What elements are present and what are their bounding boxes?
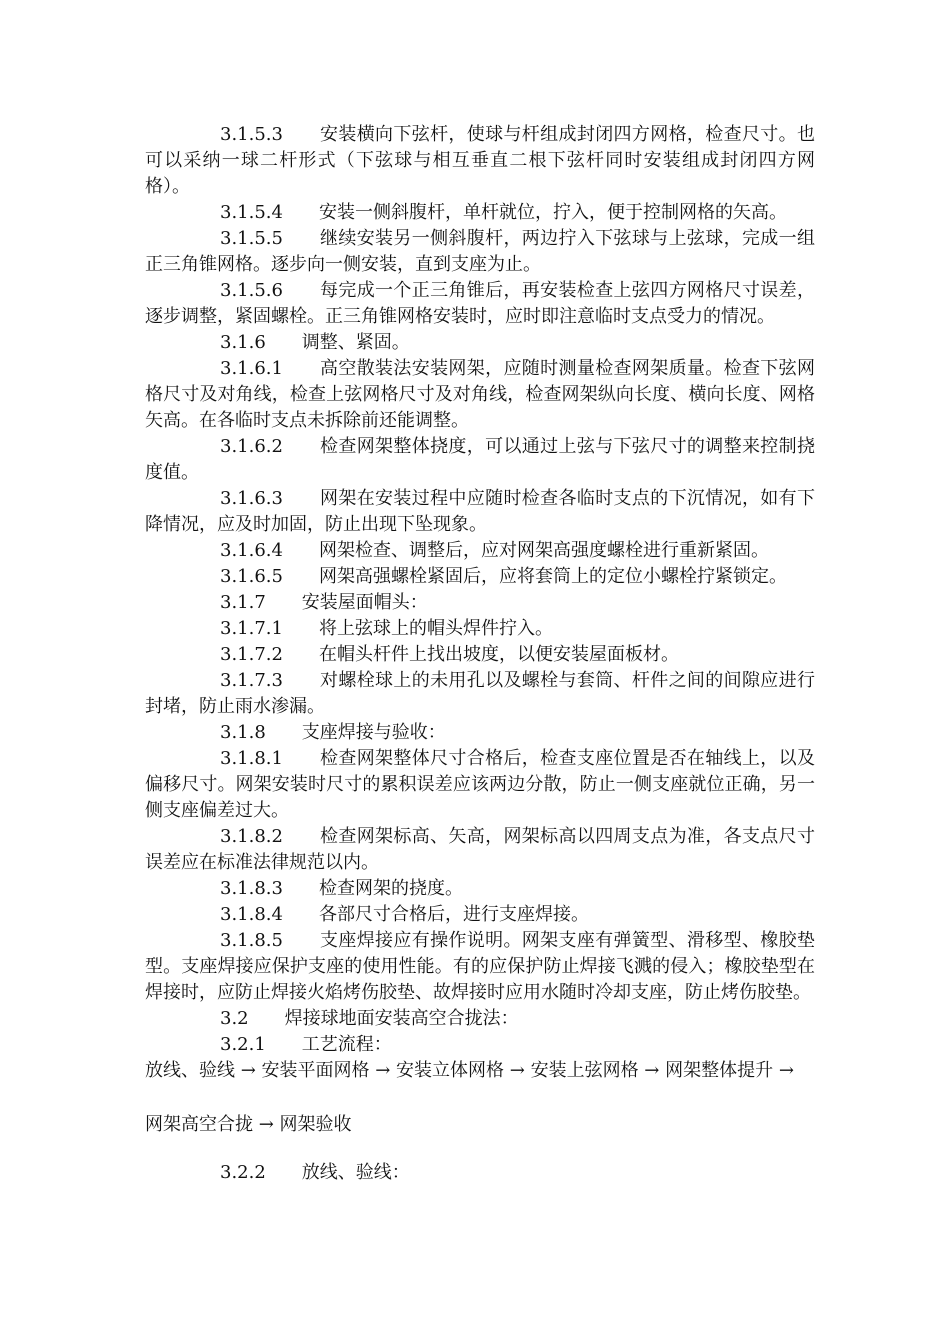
heading-3-2-2: 3.2.2 放线、验线： — [220, 1162, 410, 1183]
paragraph-3-1-8-4: 3.1.8.4 各部尺寸合格后，进行支座焊接。 — [220, 904, 589, 925]
paragraph-3-1-8-1: 3.1.8.1 检查网架整体尺寸合格后，检查支座位置是否在轴线上，以及偏移尺寸。网架安装时尺寸的累积误差应该两边分散，防止一侧支座就位正确，另一侧支座偏差过大。 — [145, 748, 815, 821]
heading-3-1-6: 3.1.6 调整、紧固。 — [220, 332, 410, 353]
heading-3-2-1: 3.2.1 工艺流程： — [220, 1034, 392, 1055]
paragraph-3-1-6-5: 3.1.6.5 网架高强螺栓紧固后，应将套筒上的定位小螺栓拧紧锁定。 — [220, 566, 787, 587]
paragraph-3-1-7-3: 3.1.7.3 对螺栓球上的未用孔以及螺栓与套筒、杆件之间的间隙应进行封堵，防止雨水渗漏。 — [145, 670, 815, 717]
paragraph-3-1-6-3: 3.1.6.3 网架在安装过程中应随时检查各临时支点的下沉情况，如有下降情况，应及时加固，防止出现下坠现象。 — [145, 488, 815, 535]
paragraph-3-1-8-2: 3.1.8.2 检查网架标高、矢高，网架标高以四周支点为准，各支点尺寸误差应在标准法律规范以内。 — [145, 826, 815, 873]
paragraph-3-1-7-1: 3.1.7.1 将上弦球上的帽头焊件拧入。 — [220, 618, 553, 639]
paragraph-3-1-5-5: 3.1.5.5 继续安装另一侧斜腹杆，两边拧入下弦球与上弦球，完成一组正三角锥网格。逐步向一侧安装，直到支座为止。 — [145, 228, 815, 275]
paragraph-3-1-6-1: 3.1.6.1 高空散装法安装网架，应随时测量检查网架质量。检查下弦网格尺寸及对角线，检查上弦网格尺寸及对角线，检查网架纵向长度、横向长度、网格矢高。在各临时支点未拆除前还能调整。 — [145, 358, 815, 431]
blank-line — [145, 1138, 815, 1160]
heading-3-1-7: 3.1.7 安装屋面帽头： — [220, 592, 428, 613]
paragraph-3-1-5-4: 3.1.5.4 安装一侧斜腹杆，单杆就位，拧入，便于控制网格的矢高。 — [220, 202, 787, 223]
paragraph-3-1-6-2: 3.1.6.2 检查网架整体挠度，可以通过上弦与下弦尺寸的调整来控制挠度值。 — [145, 436, 815, 483]
heading-3-1-8: 3.1.8 支座焊接与验收： — [220, 722, 446, 743]
paragraph-3-1-8-3: 3.1.8.3 检查网架的挠度。 — [220, 878, 463, 899]
document-body — [145, 122, 815, 1186]
paragraph-3-1-5-6: 3.1.5.6 每完成一个正三角锥后，再安装检查上弦四方网格尺寸误差，逐步调整，紧固螺栓。正三角锥网格安装时，应时即注意临时支点受力的情况。 — [145, 280, 815, 327]
heading-3-2: 3.2 焊接球地面安装高空合拢法： — [220, 1008, 519, 1029]
paragraph-3-1-7-2: 3.1.7.2 在帽头杆件上找出坡度，以便安装屋面板材。 — [220, 644, 679, 665]
blank-line — [145, 1084, 815, 1112]
process-flow-line-1: 放线、验线 → 安装平面网格 → 安装立体网格 → 安装上弦网格 → 网架整体提升 → — [145, 1060, 794, 1081]
paragraph-3-1-6-4: 3.1.6.4 网架检查、调整后，应对网架高强度螺栓进行重新紧固。 — [220, 540, 769, 561]
paragraph-3-1-5-3: 3.1.5.3 安装横向下弦杆，使球与杆组成封闭四方网格，检查尺寸。也可以采纳一球二杆形式（下弦球与相互垂直二根下弦杆同时安装组成封闭四方网格）。 — [145, 124, 815, 197]
process-flow-line-2: 网架高空合拢 → 网架验收 — [145, 1114, 352, 1135]
paragraph-3-1-8-5: 3.1.8.5 支座焊接应有操作说明。网架支座有弹簧型、滑移型、橡胶垫型。支座焊接应保护支座的使用性能。有的应保护防止焊接飞溅的侵入；橡胶垫型在焊接时，应防止焊接火焰烤伤胶垫、故焊接时应用水随时冷却支座，防止烤伤胶垫。 — [145, 930, 815, 1003]
